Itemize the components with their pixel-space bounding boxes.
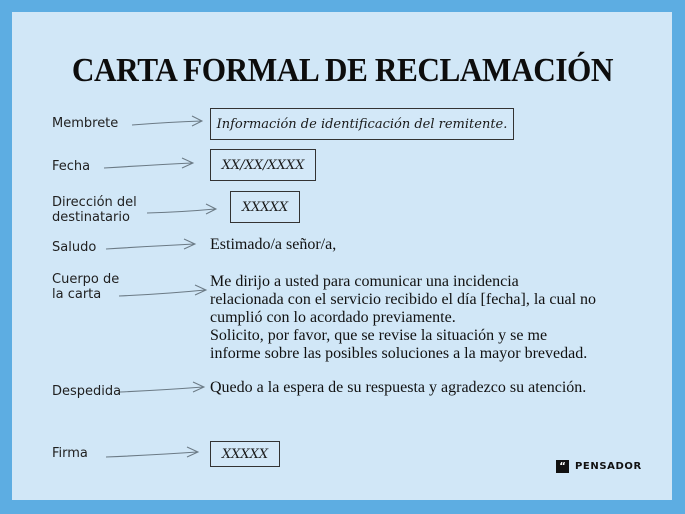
arrow-icon (104, 237, 199, 253)
arrow-icon (102, 156, 197, 172)
fecha-box: XX/XX/XXXX (210, 149, 316, 181)
despedida-text: Quedo a la espera de su respuesta y agradezco su atención. (210, 379, 587, 396)
label-fecha: Fecha (52, 159, 91, 174)
direccion-box: XXXXX (230, 191, 300, 223)
label-despedida: Despedida (52, 384, 122, 399)
page-title: CARTA FORMAL DE RECLAMACIÓN (71, 52, 614, 89)
label-firma: Firma (52, 446, 88, 461)
saludo-text: Estimado/a señor/a, (210, 236, 337, 253)
membrete-box: Información de identificación del remitente. (210, 108, 514, 140)
label-cuerpo: Cuerpo de la carta (52, 272, 120, 302)
quote-icon: “ (556, 460, 569, 473)
arrow-icon (117, 284, 209, 300)
label-saludo: Saludo (52, 240, 97, 255)
brand-logo (556, 460, 642, 473)
cuerpo-text: Me dirijo a usted para comunicar una incidencia relacionada con el servicio recibido el día [fecha], la cual no cumplió con lo acordado previamente. Solicito, por favor, que se revise la situación y se me informe sobre las posibles soluciones a la mayor brevedad. (210, 273, 597, 362)
arrow-icon (104, 445, 202, 461)
label-direccion: Dirección del destinatario (52, 195, 137, 225)
arrow-icon (118, 380, 208, 396)
arrow-icon (145, 202, 220, 218)
arrow-icon (130, 114, 205, 130)
firma-box: XXXXX (210, 441, 280, 467)
label-membrete: Membrete (52, 116, 119, 131)
brand-name: PENSADOR (575, 461, 642, 472)
